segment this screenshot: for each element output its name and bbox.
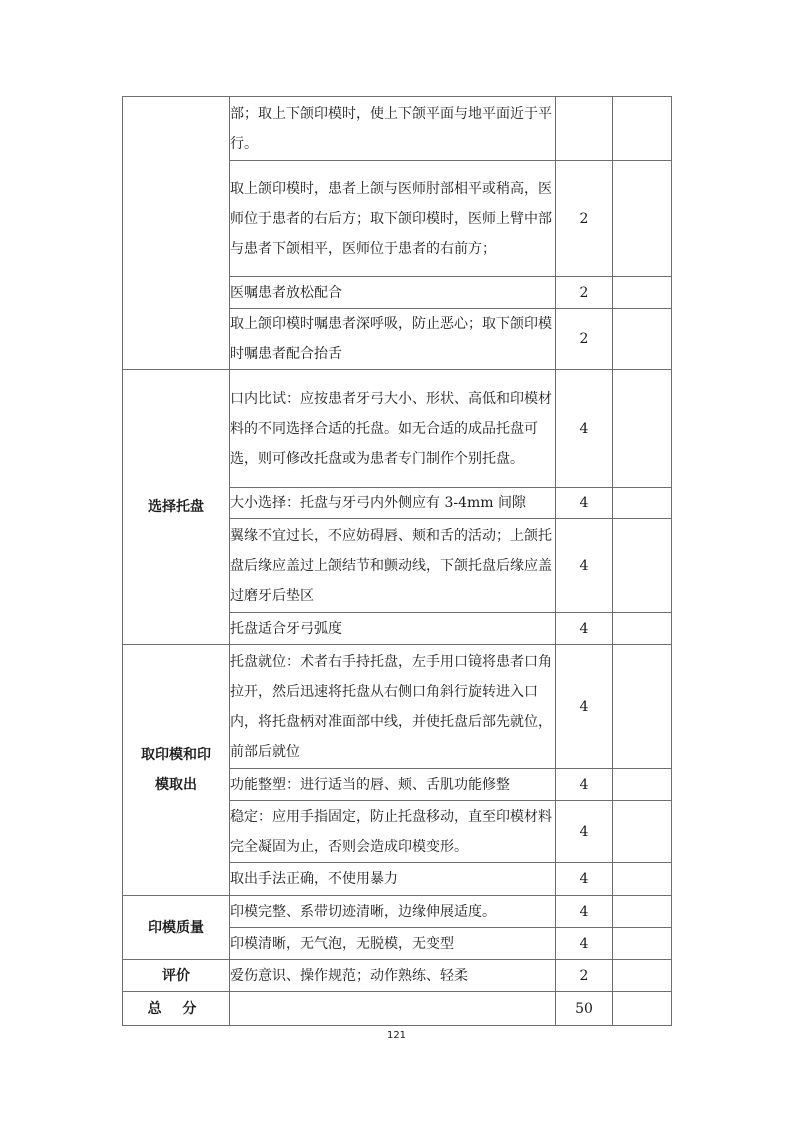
item-score: 4 bbox=[556, 370, 613, 488]
deduction-cell bbox=[613, 97, 672, 161]
total-score: 50 bbox=[556, 992, 613, 1026]
item-content: 取上颌印模时嘱患者深呼吸，防止恶心；取下颌印模时嘱患者配合抬舌 bbox=[230, 309, 556, 370]
deduction-cell bbox=[613, 928, 672, 960]
scoring-table bbox=[122, 96, 672, 1026]
category-impression-quality: 印模质量 bbox=[123, 896, 230, 960]
item-content: 印模完整、系带切迹清晰，边缘伸展适度。 bbox=[230, 896, 556, 928]
item-score: 2 bbox=[556, 960, 613, 992]
category-impression-taking bbox=[123, 645, 230, 896]
item-content: 爱伤意识、操作规范；动作熟练、轻柔 bbox=[230, 960, 556, 992]
category-label-line2: 模取出 bbox=[155, 777, 197, 793]
item-content: 部；取上下颌印模时，使上下颌平面与地平面近于平行。 bbox=[230, 97, 556, 161]
item-content: 托盘适合牙弓弧度 bbox=[230, 613, 556, 645]
item-score: 4 bbox=[556, 896, 613, 928]
page-number: 121 bbox=[386, 1030, 407, 1041]
deduction-cell bbox=[613, 277, 672, 309]
table-row bbox=[123, 896, 672, 928]
item-content: 翼缘不宜过长，不应妨碍唇、颊和舌的活动；上颌托盘后缘应盖过上颌结节和颤动线，下颌托盘后缘应盖过磨牙后垫区 bbox=[230, 519, 556, 613]
deduction-cell bbox=[613, 801, 672, 863]
item-score: 4 bbox=[556, 645, 613, 769]
table-row bbox=[123, 960, 672, 992]
item-score: 2 bbox=[556, 277, 613, 309]
deduction-cell bbox=[613, 960, 672, 992]
item-content: 取出手法正确，不使用暴力 bbox=[230, 863, 556, 896]
deduction-cell bbox=[613, 161, 672, 277]
item-content: 大小选择：托盘与牙弓内外侧应有 3-4mm 间隙 bbox=[230, 488, 556, 519]
item-content: 稳定：应用手指固定，防止托盘移动，直至印模材料完全凝固为止，否则会造成印模变形。 bbox=[230, 801, 556, 863]
item-score: 2 bbox=[556, 309, 613, 370]
deduction-cell bbox=[613, 488, 672, 519]
table-row bbox=[123, 645, 672, 769]
item-content: 功能整塑：进行适当的唇、颊、舌肌功能修整 bbox=[230, 769, 556, 801]
deduction-cell bbox=[613, 769, 672, 801]
deduction-cell bbox=[613, 863, 672, 896]
category-tray-selection: 选择托盘 bbox=[123, 370, 230, 645]
category-label-line1: 取印模和印 bbox=[141, 747, 211, 763]
category-evaluation: 评价 bbox=[123, 960, 230, 992]
item-content: 取上颌印模时，患者上颌与医师肘部相平或稍高，医师位于患者的右后方；取下颌印模时，医师上臂中部与患者下颌相平，医师位于患者的右前方； bbox=[230, 161, 556, 277]
item-content: 口内比试：应按患者牙弓大小、形状、高低和印模材料的不同选择合适的托盘。如无合适的成品托盘可选，则可修改托盘或为患者专门制作个别托盘。 bbox=[230, 370, 556, 488]
item-content: 印模清晰，无气泡，无脱模，无变型 bbox=[230, 928, 556, 960]
item-score: 4 bbox=[556, 488, 613, 519]
table-row bbox=[123, 97, 672, 161]
deduction-cell bbox=[613, 896, 672, 928]
item-score: 4 bbox=[556, 801, 613, 863]
category-cell-continued bbox=[123, 97, 230, 370]
category-total: 总 分 bbox=[123, 992, 230, 1026]
deduction-cell bbox=[613, 370, 672, 488]
item-content: 医嘱患者放松配合 bbox=[230, 277, 556, 309]
deduction-cell bbox=[613, 309, 672, 370]
table-row-total bbox=[123, 992, 672, 1026]
deduction-cell bbox=[613, 613, 672, 645]
item-content: 托盘就位：术者右手持托盘，左手用口镜将患者口角拉开，然后迅速将托盘从右侧口角斜行旋转进入口内，将托盘柄对准面部中线，并使托盘后部先就位，前部后就位 bbox=[230, 645, 556, 769]
deduction-cell bbox=[613, 645, 672, 769]
item-score: 4 bbox=[556, 863, 613, 896]
table-row bbox=[123, 370, 672, 488]
total-content-blank bbox=[230, 992, 556, 1026]
item-score: 2 bbox=[556, 161, 613, 277]
item-score: 4 bbox=[556, 519, 613, 613]
item-score: 4 bbox=[556, 769, 613, 801]
item-score bbox=[556, 97, 613, 161]
item-score: 4 bbox=[556, 928, 613, 960]
deduction-cell bbox=[613, 992, 672, 1026]
deduction-cell bbox=[613, 519, 672, 613]
item-score: 4 bbox=[556, 613, 613, 645]
